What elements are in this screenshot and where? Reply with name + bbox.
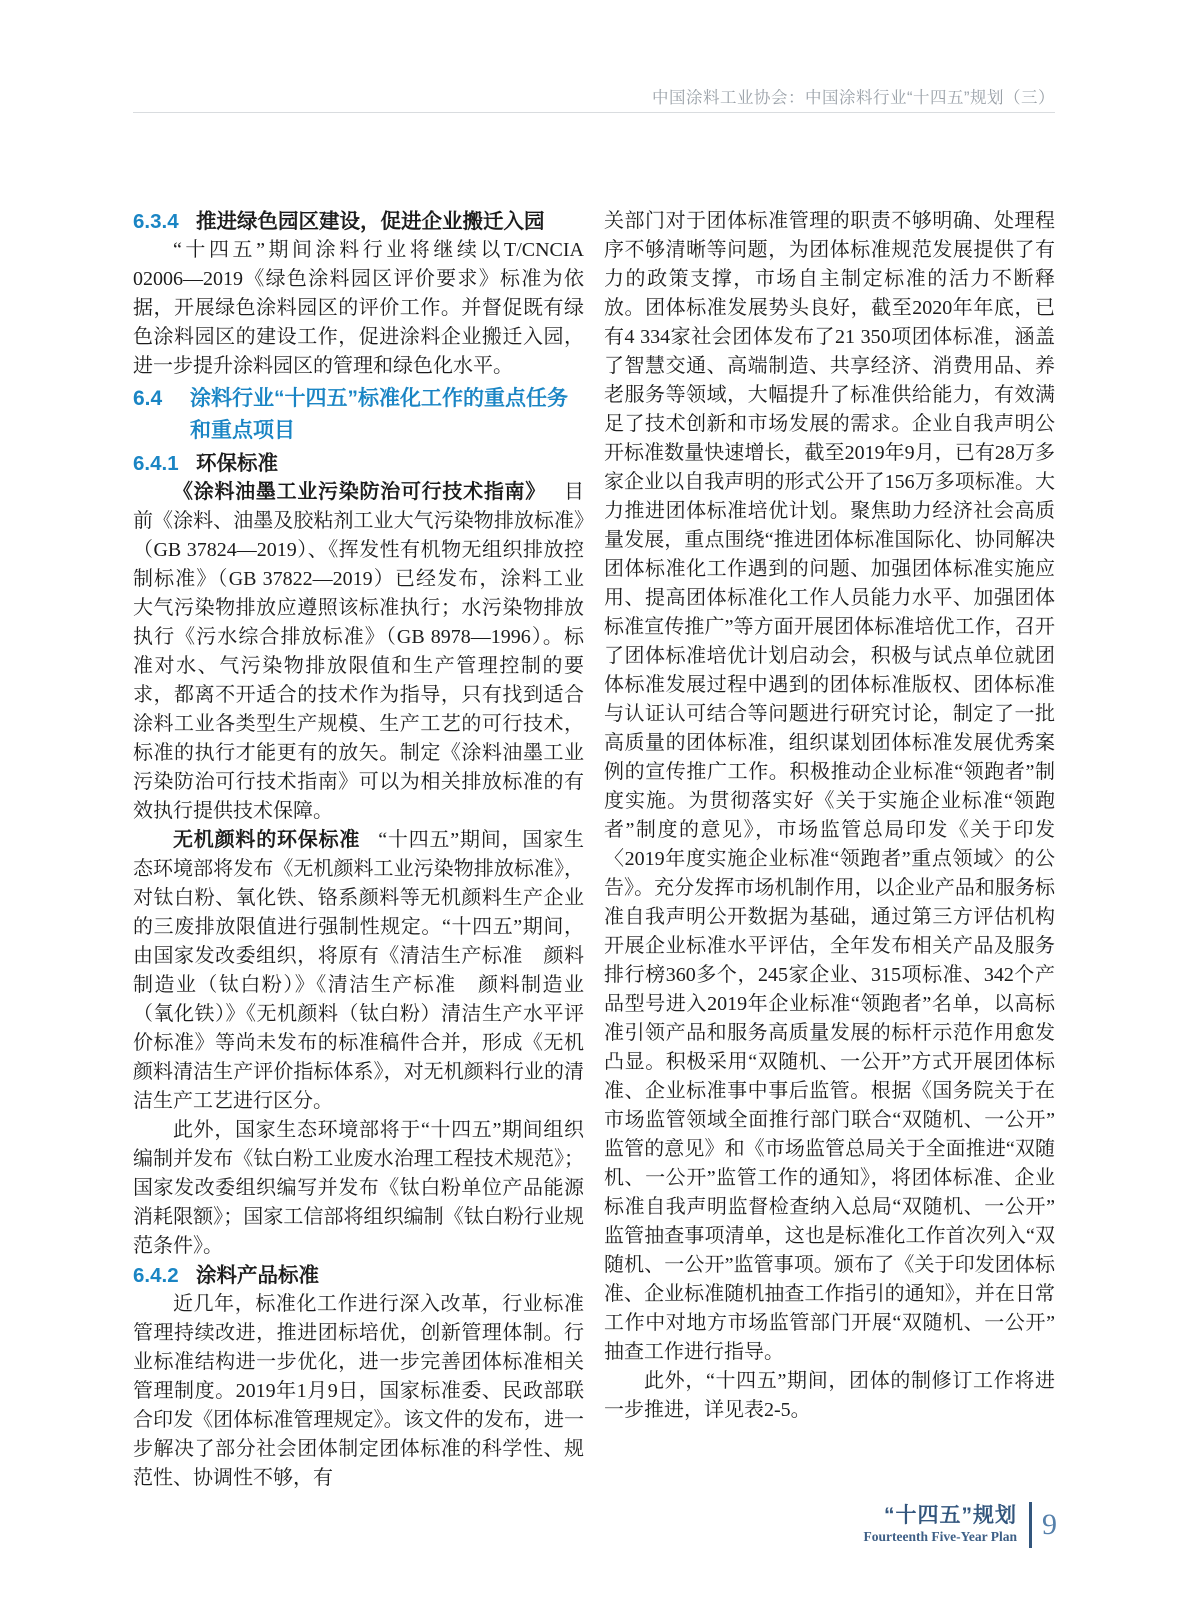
heading-number: 6.4.1 — [133, 452, 179, 475]
footer-plan-cn: “十四五”规划 — [884, 1504, 1017, 1527]
run-in-heading: 《涂料油墨工业污染防治可行技术指南》 — [173, 481, 546, 503]
heading-title: 环保标准 — [196, 452, 278, 475]
footer-plan-en: Fourteenth Five-Year Plan — [863, 1529, 1017, 1544]
footer-plan-block — [864, 1504, 1017, 1546]
section-heading-6-4 — [133, 383, 584, 447]
page-number: 9 — [1042, 1508, 1057, 1541]
heading-number: 6.3.4 — [133, 210, 179, 233]
content-columns — [133, 207, 1055, 1493]
section-heading-6-4-1 — [133, 449, 584, 478]
heading-title: 涂料产品标准 — [196, 1264, 319, 1287]
paragraph: “十四五”期间涂料行业将继续以T/CNCIA 02006—2019《绿色涂料园区评价要求》标准为依据，开展绿色涂料园区的评价工作。并督促既有绿色涂料园区的建设工作，促进涂料企业搬迁入园，进一步提升涂料园区的管理和绿色化水平。 — [133, 239, 584, 377]
page-header-title: 中国涂料工业协会：中国涂料行业“十四五”规划（三） — [652, 89, 1055, 107]
heading-title: 推进绿色园区建设，促进企业搬迁入园 — [196, 210, 545, 233]
heading-number: 6.4.2 — [133, 1264, 179, 1287]
right-column — [604, 207, 1055, 1493]
paragraph: 此外，国家生态环境部将于“十四五”期间组织编制并发布《钛白粉工业废水治理工程技术规范》；国家发改委组织编写并发布《钛白粉单位产品能源消耗限额》；国家工信部将组织编制《钛白粉行业规范条件》。 — [133, 1119, 584, 1257]
section-heading-6-4-2 — [133, 1261, 584, 1290]
paragraph: 关部门对于团体标准管理的职责不够明确、处理程序不够清晰等问题，为团体标准规范发展提供了有力的政策支撑，市场自主制定标准的活力不断释放。团体标准发展势头良好，截至2020年年底，已有4 334家社会团体发布了21 350项团体标准，涵盖了智慧交通、高端制造、共享经济、消费用品、养老服务等领域，大幅提升了标准供给能力，有效满足了技术创新和市场发展的需求。企业自我声明公开标准数量快速增长，截至2019年9月，已有28万多家企业以自我声明的形式公开了156万多项标准。大力推进团体标准培优计划。聚焦助力经济社会高质量发展，重点围绕“推进团体标准国际化、协同解决团体标准化工作遇到的问题、加强团体标准实施应用、提高团体标准化工作人员能力水平、加强团体标准宣传推广”等方面开展团体标准培优工作，召开了团体标准培优计划启动会，积极与试点单位就团体标准发展过程中遇到的团体标准版权、团体标准与认证认可结合等问题进行研究讨论，制定了一批高质量的团体标准，组织谋划团体标准发展优秀案例的宣传推广工作。积极推动企业标准“领跑者”制度实施。为贯彻落实好《关于实施企业标准“领跑者”制度的意见》，市场监管总局印发《关于印发〈2019年度实施企业标准“领跑者”重点领域〉的公告》。充分发挥市场机制作用，以企业产品和服务标准自我声明公开数据为基础，通过第三方评估机构开展企业标准水平评估，全年发布相关产品及服务排行榜360多个，245家企业、315项标准、342个产品型号进入2019年企业标准“领跑者”名单，以高标准引领产品和服务高质量发展的标杆示范作用愈发凸显。积极采用“双随机、一公开”方式开展团体标准、企业标准事中事后监管。根据《国务院关于在市场监管领域全面推行部门联合“双随机、一公开”监管的意见》和《市场监管总局关于全面推进“双随机、一公开”监管工作的通知》，将团体标准、企业标准自我声明监督检查纳入总局“双随机、一公开”监管抽查事项清单，这也是标准化工作首次列入“双随机、一公开”监管事项。颁布了《关于印发团体标准、企业标准随机抽查工作指引的通知》，并在日常工作中对地方市场监管部门开展“双随机、一公开”抽查工作进行指导。 — [604, 210, 1055, 1363]
paragraph — [133, 478, 584, 826]
paragraph-text: 目前《涂料、油墨及胶粘剂工业大气污染物排放标准》（GB 37824—2019）、《挥发性有机物无组织排放控制标准》（GB 37822—2019）已经发布，涂料工业大气污染物排放应遵照该标准执行；水污染物排放执行《污水综合排放标准》（GB 8978—1996）。标准对水、气污染物排放限值和生产管理控制的要求，都离不开适合的技术作为指导，只有找到适合涂料工业各类型生产规模、生产工艺的可行技术，标准的执行才能更有的放矢。制定《涂料油墨工业污染防治可行技术指南》可以为相关排放标准的有效执行提供技术保障。 — [133, 481, 584, 822]
left-column — [133, 207, 584, 1493]
run-in-heading: 无机颜料的环保标准 — [173, 829, 361, 851]
header-rule — [133, 112, 1055, 113]
paragraph: 此外，“十四五”期间，团体的制修订工作将进一步推进，详见表2-5。 — [604, 1370, 1055, 1421]
heading-title: 涂料行业“十四五”标准化工作的重点任务和重点项目 — [190, 387, 568, 442]
section-heading-6-3-4 — [133, 207, 584, 236]
paragraph-text: “十四五”期间，国家生态环境部将发布《无机颜料工业污染物排放标准》，对钛白粉、氧化铁、铬系颜料等无机颜料生产企业的三废排放限值进行强制性规定。“十四五”期间，由国家发改委组织，将原有《清洁生产标准 颜料制造业（钛白粉）》《清洁生产标准 颜料制造业（氧化铁）》《无机颜料（钛白粉）清洁生产水平评价标准》等尚未发布的标准稿件合并，形成《无机颜料清洁生产评价指标体系》，对无机颜料行业的清洁生产工艺进行区分。 — [133, 829, 584, 1112]
heading-number: 6.4 — [133, 387, 163, 410]
page-footer — [864, 1502, 1057, 1548]
paragraph: 近几年，标准化工作进行深入改革，行业标准管理持续改进，推进团标培优，创新管理体制。行业标准结构进一步优化，进一步完善团体标准相关管理制度。2019年1月9日，国家标准委、民政部联合印发《团体标准管理规定》。该文件的发布，进一步解决了部分社会团体制定团体标准的科学性、规范性、协调性不够，有 — [133, 1293, 584, 1489]
footer-divider — [1029, 1502, 1032, 1548]
paragraph — [133, 826, 584, 1116]
